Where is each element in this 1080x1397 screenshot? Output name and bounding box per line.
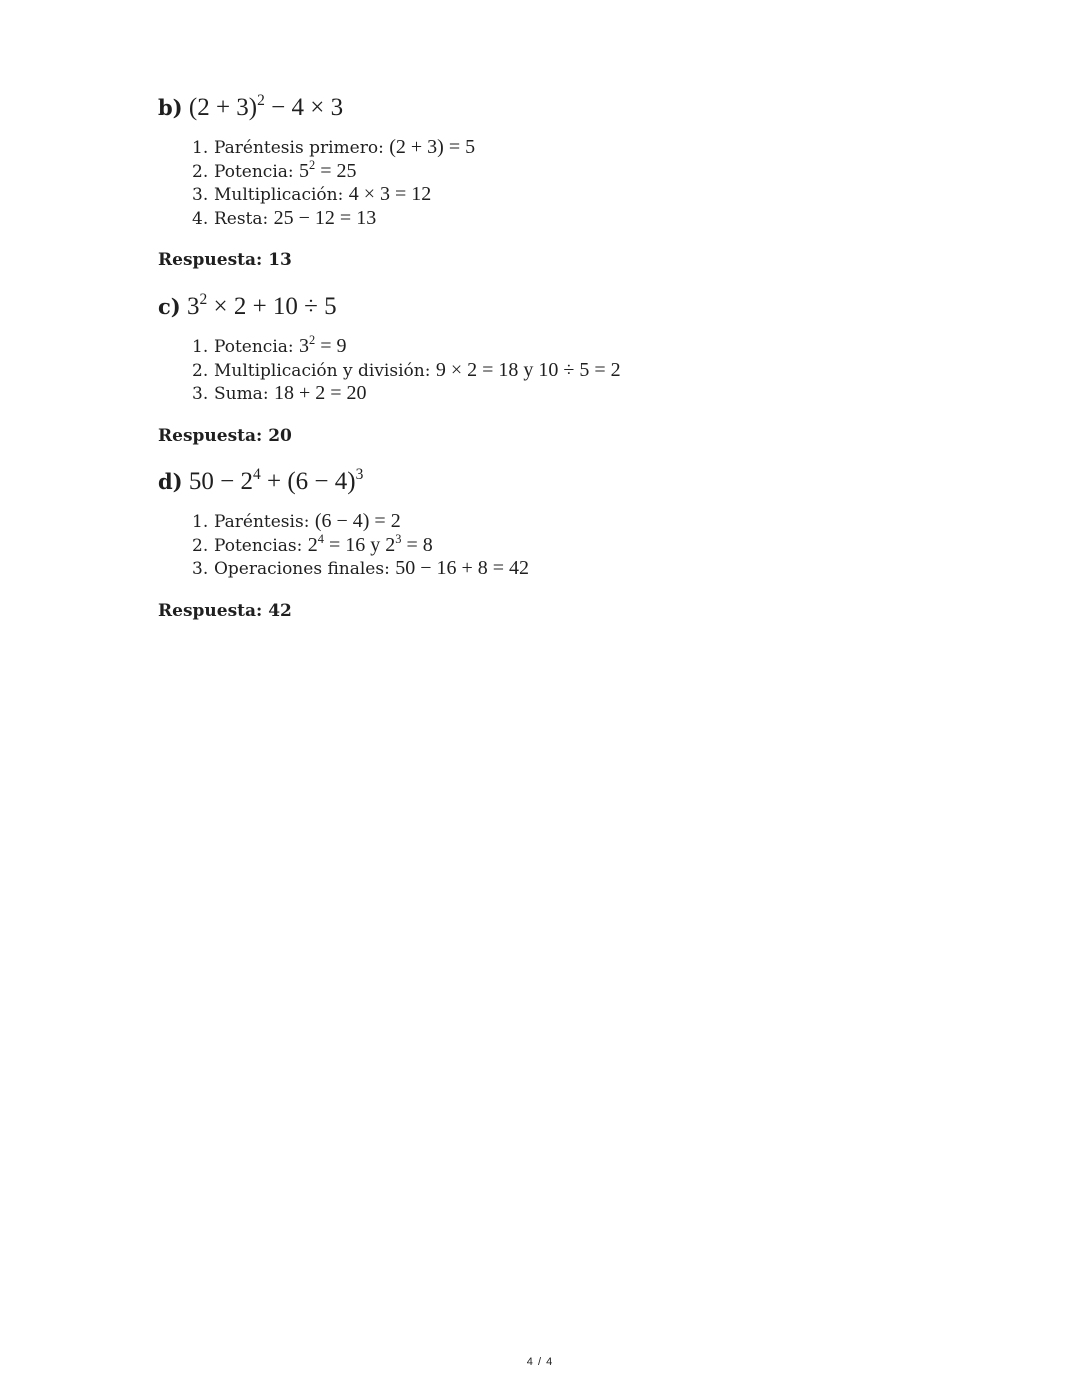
solution-step: 2. Potencias: $2^4 = 16$ y $2^3 = 8$	[192, 531, 433, 556]
problem-expression: $(2 + 3)^2 - 4 \times 3$	[188, 91, 344, 121]
solution-step: 1. Paréntesis: (6 − 4) = 2	[192, 510, 401, 532]
problem-expression: $3^2 \times 2 + 10 \div 5$	[186, 290, 337, 320]
solution-step: 4. Resta: 25 − 12 = 13	[192, 207, 377, 230]
solution-step: 1. Paréntesis primero: (2 + 3) = 5	[192, 136, 476, 158]
answer: Respuesta: 13	[158, 250, 292, 270]
problem-expression: $50 - 2^4 + (6 - 4)^3$	[188, 465, 364, 495]
problem-b	[158, 91, 858, 270]
solution-step: 2. Potencia: $5^2 = 25$	[192, 157, 357, 182]
solution-steps	[192, 510, 872, 581]
problem-label: c)	[158, 294, 181, 319]
solution-step: 2. Multiplicación y división: 9 × 2 = 18 y 10 ÷ 5 = 2	[192, 358, 621, 381]
problem-label: b)	[158, 95, 183, 120]
problem-label: d)	[158, 469, 183, 494]
answer: Respuesta: 20	[158, 426, 292, 446]
problem-title	[158, 292, 858, 322]
solution-step: 3. Multiplicación: 4 × 3 = 12	[192, 183, 432, 206]
solution-step: 3. Suma: 18 + 2 = 20	[192, 382, 367, 405]
problem-title	[158, 93, 858, 123]
problem-d	[158, 465, 858, 621]
solution-step: 1. Potencia: $3^2 = 9$	[192, 332, 347, 357]
solution-steps	[192, 332, 872, 406]
solution-step: 3. Operaciones finales: 50 − 16 + 8 = 42	[192, 557, 530, 580]
problem-c	[158, 290, 858, 446]
answer: Respuesta: 42	[158, 601, 292, 621]
problem-title	[158, 467, 858, 497]
page-number: 4 / 4	[526, 1356, 554, 1368]
solution-steps	[192, 136, 872, 231]
